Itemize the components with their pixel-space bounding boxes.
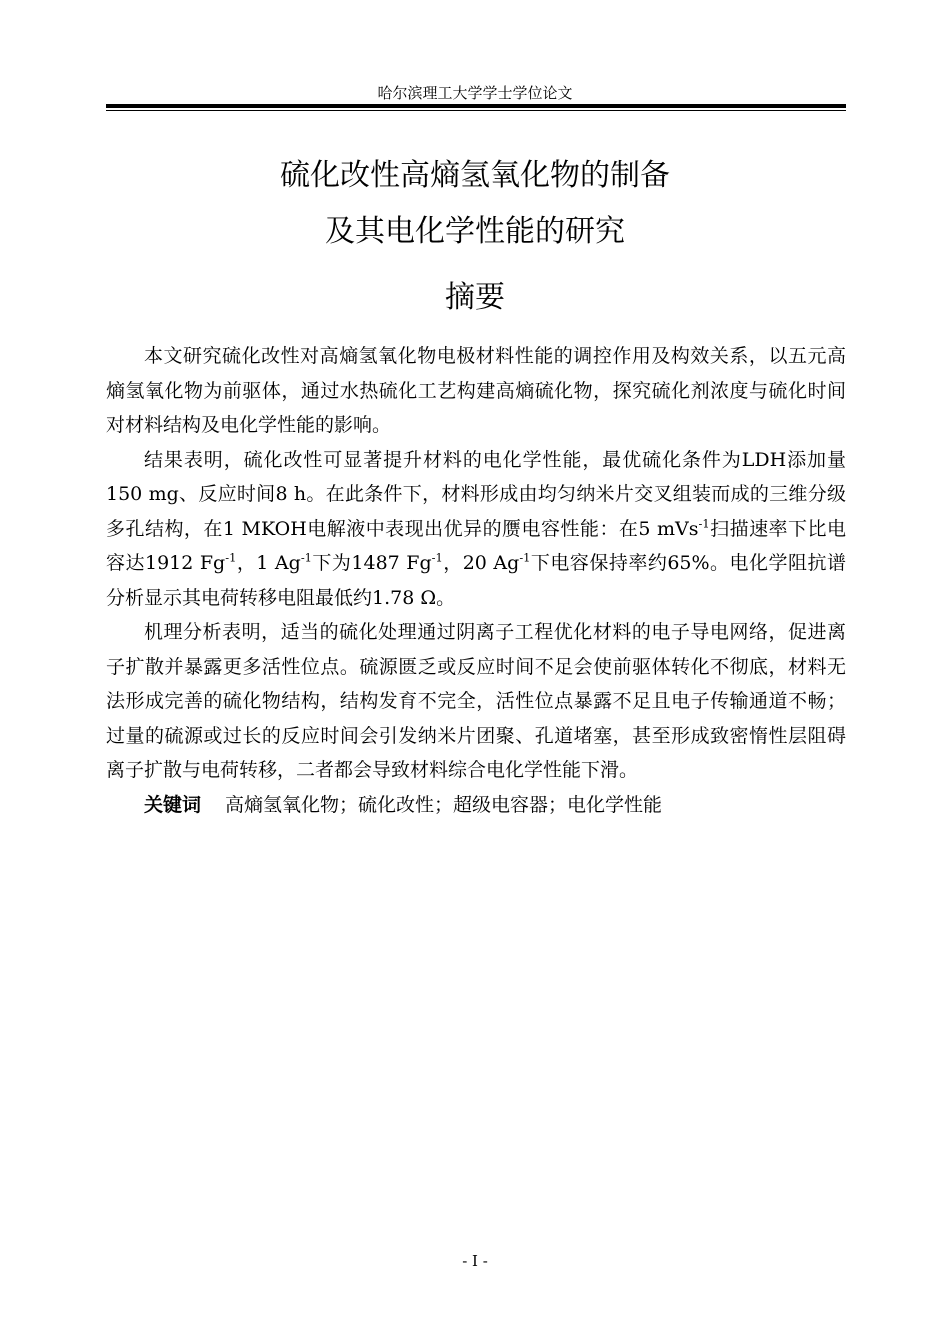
abstract-heading: 摘要 <box>445 280 505 315</box>
paragraph-2-text-3: ，1 Ag <box>236 552 301 574</box>
superscript-minus-one: -1 <box>431 550 443 565</box>
paragraph-2-text-2: 扫描速率下比电容达1912 Fg <box>106 517 846 574</box>
keywords-line <box>106 788 846 823</box>
thesis-title-line-1: 硫化改性高熵氢氧化物的制备 <box>280 158 670 193</box>
paragraph-2-text-5: ，20 Ag <box>442 552 520 574</box>
thesis-title-line-2: 及其电化学性能的研究 <box>325 214 625 249</box>
header-rule-thick <box>106 104 846 108</box>
abstract-body <box>106 339 846 822</box>
keywords-list: 高熵氢氧化物；硫化改性；超级电容器；电化学性能 <box>225 793 663 816</box>
header-rule-thin <box>106 110 846 111</box>
superscript-minus-one: -1 <box>225 550 237 565</box>
superscript-minus-one: -1 <box>698 516 710 531</box>
keywords-label: 关键词 <box>144 793 202 816</box>
superscript-minus-one: -1 <box>300 550 312 565</box>
abstract-paragraph-2 <box>106 443 846 616</box>
paragraph-2-text-4: 下为1487 Fg <box>311 552 432 574</box>
page-number: - I - <box>462 1252 488 1270</box>
abstract-paragraph-3: 机理分析表明，适当的硫化处理通过阴离子工程优化材料的电子导电网络，促进离子扩散并暴露更多活性位点。硫源匮乏或反应时间不足会使前驱体转化不彻底，材料无法形成完善的硫化物结构，结构发育不完全，活性位点暴露不足且电子传输通道不畅；过量的硫源或过长的反应时间会引发纳米片团聚、孔道堵塞，甚至形成致密惰性层阻碍离子扩散与电荷转移，二者都会导致材料综合电化学性能下滑。 <box>106 621 846 781</box>
superscript-minus-one: -1 <box>519 550 531 565</box>
abstract-paragraph-1: 本文研究硫化改性对高熵氢氧化物电极材料性能的调控作用及构效关系，以五元高熵氢氧化物为前驱体，通过水热硫化工艺构建高熵硫化物，探究硫化剂浓度与硫化时间对材料结构及电化学性能的影响。 <box>106 345 846 436</box>
paragraph-2-text-6: 下电容保持率约65%。电化学阻抗谱分析显示其电荷转移电阻最低约1.78 Ω。 <box>106 552 846 609</box>
paragraph-2-text-1: 结果表明，硫化改性可显著提升材料的电化学性能，最优硫化条件为LDH添加量150 mg、反应时间8 h。在此条件下，材料形成由均匀纳米片交叉组装而成的三维分级多孔结构，在1 MKOH电解液中表现出优异的赝电容性能：在5 mVs <box>106 448 846 540</box>
running-header: 哈尔滨理工大学学士学位论文 <box>377 84 573 102</box>
